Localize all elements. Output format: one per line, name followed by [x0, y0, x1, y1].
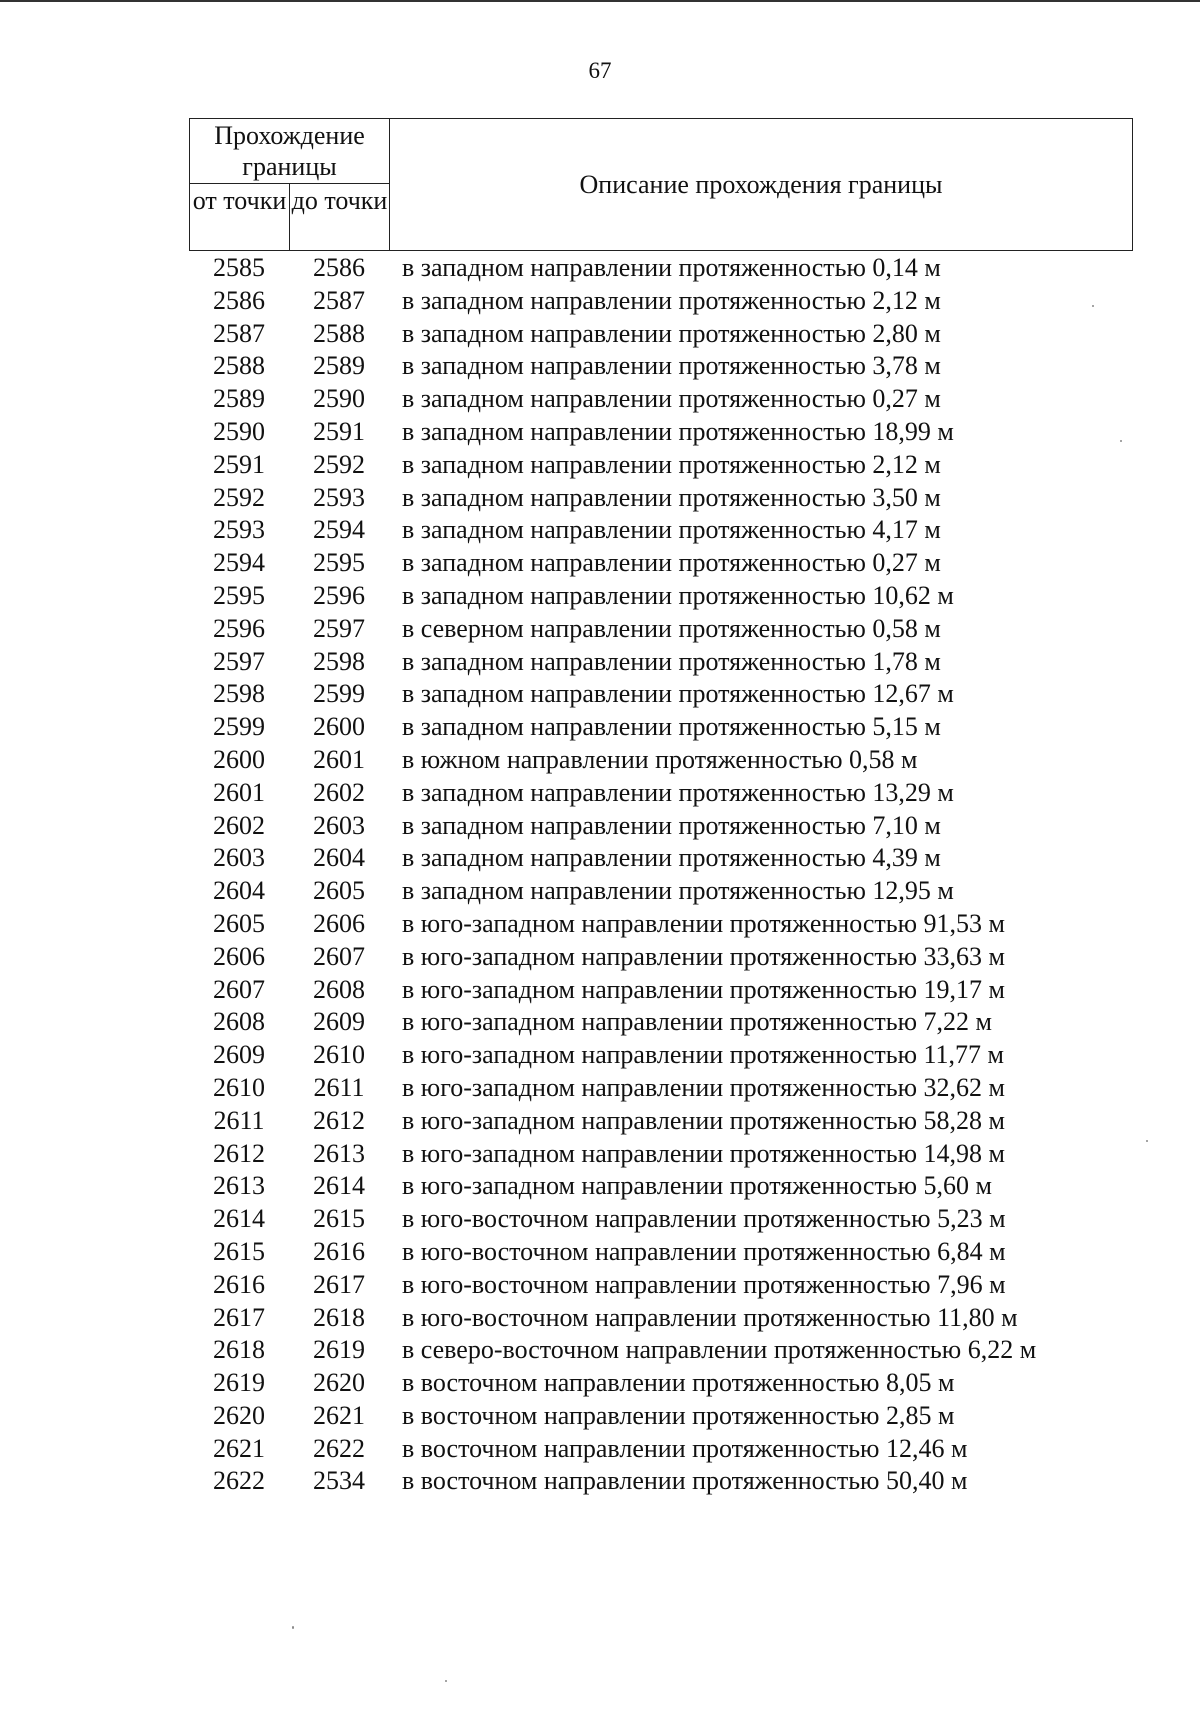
row-description: в западном направлении протяженностью 12,67 м — [402, 679, 954, 709]
row-to-point: 2600 — [313, 712, 365, 742]
table-row — [189, 777, 1133, 810]
table-row — [189, 1138, 1133, 1171]
row-description: в юго-западном направлении протяженностью 32,62 м — [402, 1072, 1005, 1102]
table-row — [189, 711, 1133, 744]
row-description: в юго-западном направлении протяженностью 33,63 м — [402, 941, 1005, 971]
table-row — [189, 580, 1133, 613]
table-row — [189, 678, 1133, 711]
row-from-point: 2600 — [213, 744, 265, 774]
row-to-point: 2612 — [313, 1105, 365, 1135]
row-from-point: 2618 — [213, 1335, 265, 1365]
row-to-point: 2619 — [313, 1335, 365, 1365]
row-from-point: 2614 — [213, 1204, 265, 1234]
row-description: в северном направлении протяженностью 0,58 м — [402, 613, 941, 643]
row-description: в восточном направлении протяженностью 50,40 м — [402, 1466, 968, 1496]
row-from-point: 2591 — [213, 449, 265, 479]
table-row — [189, 941, 1133, 974]
table-row — [189, 1367, 1133, 1400]
table-row — [189, 350, 1133, 383]
row-description: в юго-восточном направлении протяженностью 11,80 м — [402, 1302, 1018, 1332]
row-description: в юго-восточном направлении протяженностью 5,23 м — [402, 1204, 1006, 1234]
row-from-point: 2594 — [213, 548, 265, 578]
row-description: в западном направлении протяженностью 18,99 м — [402, 416, 954, 446]
table-row — [189, 1039, 1133, 1072]
row-description: в западном направлении протяженностью 0,27 м — [402, 384, 941, 414]
row-to-point: 2622 — [313, 1433, 365, 1463]
row-from-point: 2604 — [213, 876, 265, 906]
row-description: в юго-западном направлении протяженностью 91,53 м — [402, 908, 1005, 938]
row-from-point: 2608 — [213, 1007, 265, 1037]
scan-speck — [445, 1680, 447, 1682]
row-description: в восточном направлении протяженностью 2,85 м — [402, 1400, 955, 1430]
table-row — [189, 1465, 1133, 1498]
row-from-point: 2613 — [213, 1171, 265, 1201]
scan-speck — [1146, 1140, 1148, 1142]
row-description: в западном направлении протяженностью 4,17 м — [402, 515, 941, 545]
boundary-table-body — [189, 252, 1133, 1498]
table-row — [189, 383, 1133, 416]
row-to-point: 2596 — [313, 580, 365, 610]
row-description: в западном направлении протяженностью 5,15 м — [402, 712, 941, 742]
row-description: в западном направлении протяженностью 0,14 м — [402, 253, 941, 282]
row-description: в юго-восточном направлении протяженностью 7,96 м — [402, 1269, 1006, 1299]
row-from-point: 2588 — [213, 351, 265, 381]
header-to-point: до точки — [290, 184, 390, 250]
row-description: в западном направлении протяженностью 2,12 м — [402, 449, 941, 479]
row-to-point: 2601 — [313, 744, 365, 774]
table-row — [189, 285, 1133, 318]
row-from-point: 2609 — [213, 1040, 265, 1070]
row-from-point: 2601 — [213, 777, 265, 807]
row-from-point: 2617 — [213, 1302, 265, 1332]
row-description: в западном направлении протяженностью 0,27 м — [402, 548, 941, 578]
table-row — [189, 613, 1133, 646]
row-to-point: 2617 — [313, 1269, 365, 1299]
table-row — [189, 1400, 1133, 1433]
page-number: 67 — [588, 58, 612, 83]
row-to-point: 2610 — [313, 1040, 365, 1070]
table-row — [189, 1203, 1133, 1236]
row-to-point: 2606 — [313, 908, 365, 938]
header-from-point: от точки — [190, 184, 290, 250]
header-boundary-passage: Прохождение границы — [190, 119, 390, 184]
row-from-point: 2587 — [213, 318, 265, 348]
row-to-point: 2603 — [313, 810, 365, 840]
row-to-point: 2613 — [313, 1138, 365, 1168]
table-row — [189, 842, 1133, 875]
table-row — [189, 1302, 1133, 1335]
table-row — [189, 974, 1133, 1007]
row-from-point: 2592 — [213, 482, 265, 512]
row-to-point: 2588 — [313, 318, 365, 348]
row-description: в западном направлении протяженностью 2,80 м — [402, 318, 941, 348]
row-to-point: 2618 — [313, 1302, 365, 1332]
table-row — [189, 449, 1133, 482]
row-to-point: 2611 — [313, 1072, 365, 1102]
row-to-point: 2614 — [313, 1171, 365, 1201]
row-to-point: 2595 — [313, 548, 365, 578]
row-from-point: 2599 — [213, 712, 265, 742]
row-to-point: 2590 — [313, 384, 365, 414]
table-row — [189, 810, 1133, 843]
row-description: в западном направлении протяженностью 4,39 м — [402, 843, 941, 873]
row-description: в западном направлении протяженностью 13,29 м — [402, 777, 954, 807]
row-from-point: 2596 — [213, 613, 265, 643]
row-to-point: 2591 — [313, 416, 365, 446]
table-row — [189, 1269, 1133, 1302]
row-from-point: 2615 — [213, 1236, 265, 1266]
row-description: в юго-западном направлении протяженностью 11,77 м — [402, 1040, 1005, 1070]
row-to-point: 2604 — [313, 843, 365, 873]
row-to-point: 2598 — [313, 646, 365, 676]
row-from-point: 2589 — [213, 384, 265, 414]
table-row — [189, 875, 1133, 908]
row-to-point: 2620 — [313, 1368, 365, 1398]
table-row — [189, 514, 1133, 547]
row-to-point: 2615 — [313, 1204, 365, 1234]
row-from-point: 2610 — [213, 1072, 265, 1102]
row-from-point: 2585 — [213, 253, 265, 282]
row-to-point: 2589 — [313, 351, 365, 381]
row-to-point: 2602 — [313, 777, 365, 807]
table-row — [189, 1006, 1133, 1039]
row-to-point: 2594 — [313, 515, 365, 545]
table-row — [189, 1072, 1133, 1105]
row-to-point: 2616 — [313, 1236, 365, 1266]
row-description: в южном направлении протяженностью 0,58 м — [402, 744, 918, 774]
table-row — [189, 482, 1133, 515]
table-header — [189, 118, 1133, 251]
row-description: в юго-западном направлении протяженностью 58,28 м — [402, 1105, 1005, 1135]
scan-speck — [292, 1626, 294, 1629]
row-to-point: 2593 — [313, 482, 365, 512]
row-to-point: 2605 — [313, 876, 365, 906]
row-description: в западном направлении протяженностью 2,12 м — [402, 285, 941, 315]
scan-speck — [1120, 440, 1122, 442]
row-description: в юго-западном направлении протяженностью 5,60 м — [402, 1171, 992, 1201]
table-row — [189, 547, 1133, 580]
table-row — [189, 318, 1133, 351]
row-from-point: 2605 — [213, 908, 265, 938]
row-to-point: 2587 — [313, 285, 365, 315]
table-row — [189, 744, 1133, 777]
row-to-point: 2607 — [313, 941, 365, 971]
row-from-point: 2620 — [213, 1400, 265, 1430]
row-from-point: 2619 — [213, 1368, 265, 1398]
row-from-point: 2597 — [213, 646, 265, 676]
table-row — [189, 416, 1133, 449]
row-description: в восточном направлении протяженностью 8,05 м — [402, 1368, 955, 1398]
row-to-point: 2608 — [313, 974, 365, 1004]
row-description: в юго-восточном направлении протяженностью 6,84 м — [402, 1236, 1006, 1266]
row-description: в восточном направлении протяженностью 12,46 м — [402, 1433, 968, 1463]
row-from-point: 2612 — [213, 1138, 265, 1168]
header-description: Описание прохождения границы — [579, 169, 943, 199]
row-description: в западном направлении протяженностью 7,10 м — [402, 810, 941, 840]
row-from-point: 2586 — [213, 285, 265, 315]
table-row — [189, 252, 1133, 285]
table-row — [189, 908, 1133, 941]
row-from-point: 2622 — [213, 1466, 265, 1496]
scan-speck — [1092, 305, 1094, 307]
row-from-point: 2616 — [213, 1269, 265, 1299]
row-to-point: 2597 — [313, 613, 365, 643]
table-row — [189, 1334, 1133, 1367]
row-description: в юго-западном направлении протяженностью 14,98 м — [402, 1138, 1005, 1168]
row-to-point: 2599 — [313, 679, 365, 709]
row-from-point: 2602 — [213, 810, 265, 840]
table-row — [189, 1433, 1133, 1466]
table-row — [189, 1170, 1133, 1203]
row-from-point: 2607 — [213, 974, 265, 1004]
row-description: в западном направлении протяженностью 3,50 м — [402, 482, 941, 512]
row-description: в юго-западном направлении протяженностью 19,17 м — [402, 974, 1005, 1004]
row-from-point: 2598 — [213, 679, 265, 709]
row-from-point: 2621 — [213, 1433, 265, 1463]
scan-top-edge — [0, 0, 1200, 2]
row-from-point: 2606 — [213, 941, 265, 971]
row-to-point: 2586 — [313, 253, 365, 282]
row-description: в западном направлении протяженностью 1,78 м — [402, 646, 941, 676]
row-from-point: 2590 — [213, 416, 265, 446]
row-to-point: 2621 — [313, 1400, 365, 1430]
row-from-point: 2611 — [213, 1105, 265, 1135]
row-description: в западном направлении протяженностью 12,95 м — [402, 876, 954, 906]
row-to-point: 2592 — [313, 449, 365, 479]
row-to-point: 2609 — [313, 1007, 365, 1037]
row-description: в западном направлении протяженностью 10,62 м — [402, 580, 954, 610]
row-to-point: 2534 — [313, 1466, 365, 1496]
row-from-point: 2603 — [213, 843, 265, 873]
row-description: в западном направлении протяженностью 3,78 м — [402, 351, 941, 381]
row-description: в северо-восточном направлении протяженностью 6,22 м — [402, 1335, 1037, 1365]
row-description: в юго-западном направлении протяженностью 7,22 м — [402, 1007, 992, 1037]
row-from-point: 2595 — [213, 580, 265, 610]
row-from-point: 2593 — [213, 515, 265, 545]
table-row — [189, 646, 1133, 679]
table-row — [189, 1105, 1133, 1138]
table-row — [189, 1236, 1133, 1269]
